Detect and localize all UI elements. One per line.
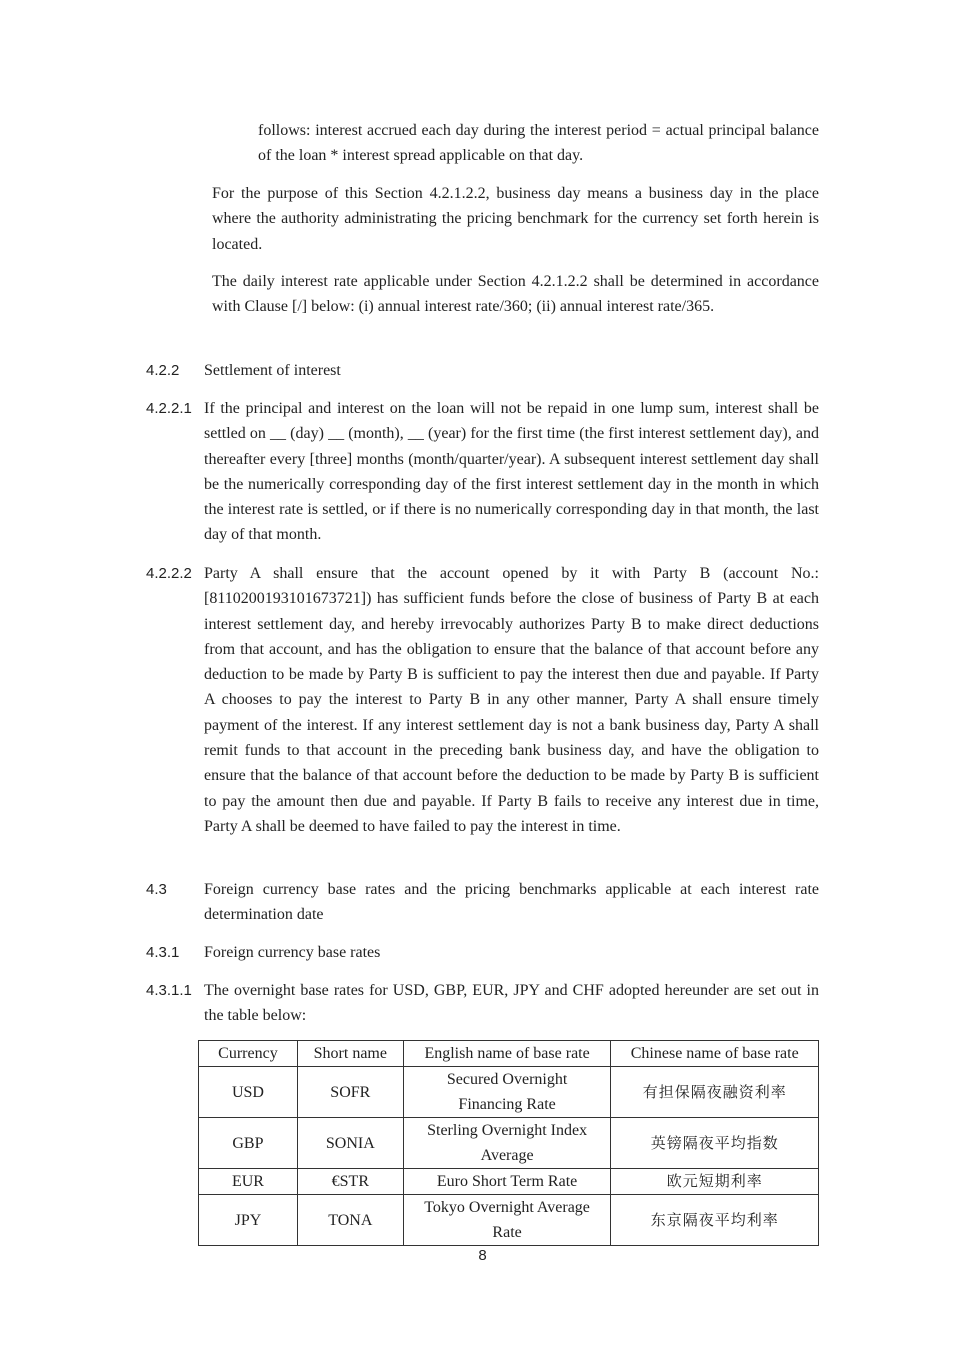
table-row (199, 1195, 819, 1246)
table-row (199, 1169, 819, 1195)
table-cell-english-name: Sterling Overnight Index Average (403, 1118, 611, 1169)
section-text-4-3-1-1: The overnight base rates for USD, GBP, EUR, JPY and CHF adopted hereunder are set out in the table below: (204, 982, 819, 1025)
section-number-4-3-1-1: 4.3.1.1 (146, 982, 192, 999)
table-cell-currency: EUR (199, 1169, 298, 1195)
base-rates-table (198, 1040, 819, 1246)
table-cell-english-name: Euro Short Term Rate (403, 1169, 611, 1195)
section-heading-4-3: Foreign currency base rates and the pricing benchmarks applicable at each interest rate determination date (204, 881, 819, 924)
table-header-cell: Chinese name of base rate (611, 1041, 819, 1067)
table-cell-english-name: Secured Overnight Financing Rate (403, 1067, 611, 1118)
table-cell-currency: USD (199, 1067, 298, 1118)
table-cell-currency: JPY (199, 1195, 298, 1246)
page-number: 8 (478, 1247, 487, 1264)
table-header-row (199, 1041, 819, 1067)
table-row (199, 1067, 819, 1118)
table-cell-chinese-name: 东京隔夜平均利率 (611, 1195, 819, 1246)
section-number-4-3-1: 4.3.1 (146, 944, 180, 961)
paragraph-business-day: For the purpose of this Section 4.2.1.2.2, business day means a business day in the place where the authority administrating the pricing benchmark for the currency set forth herein is located. (212, 185, 819, 253)
table-header-cell: English name of base rate (403, 1041, 611, 1067)
table-cell-chinese-name: 欧元短期利率 (611, 1169, 819, 1195)
table-cell-english-name: Tokyo Overnight Average Rate (403, 1195, 611, 1246)
section-number-4-2-2-2: 4.2.2.2 (146, 565, 192, 582)
section-text-4-2-2-2: Party A shall ensure that the account opened by it with Party B (account No.: [8110200193101673721]) has sufficient funds before the close of business of Party B at each interest settlement day, and hereby irrevocably authorizes Party B to make direct deductions from that account, and has the obligation to ensure that the balance of that account before any deduction to be made by Party B is sufficient to pay the interest then due and payable. If Party A chooses to pay the interest to Party B in any other manner, Party A shall ensure timely payment of the interest. If any interest settlement day is not a bank business day, Party A shall remit funds to that account in the preceding bank business day, and have the obligation to ensure that the balance of that account before the deduction to be made by Party B is sufficient to pay the amount then due and payable. If Party B fails to receive any interest due in time, Party A shall be deemed to have failed to pay the interest in time. (204, 565, 819, 835)
section-number-4-2-2: 4.2.2 (146, 362, 180, 379)
table-row (199, 1118, 819, 1169)
section-number-4-3: 4.3 (146, 881, 167, 898)
paragraph-daily-interest-rate: The daily interest rate applicable under Section 4.2.1.2.2 shall be determined in accordance with Clause [/] below: (i) annual interest rate/360; (ii) annual interest rate/365. (212, 273, 819, 316)
table-cell-short-name: €STR (297, 1169, 403, 1195)
table-header-cell: Currency (199, 1041, 298, 1067)
section-number-4-2-2-1: 4.2.2.1 (146, 400, 192, 417)
table-cell-chinese-name: 有担保隔夜融资利率 (611, 1067, 819, 1118)
table-cell-short-name: SOFR (297, 1067, 403, 1118)
section-heading-4-3-1: Foreign currency base rates (204, 944, 381, 961)
table-cell-short-name: SONIA (297, 1118, 403, 1169)
table-header-cell: Short name (297, 1041, 403, 1067)
table-cell-chinese-name: 英镑隔夜平均指数 (611, 1118, 819, 1169)
section-heading-settlement: Settlement of interest (204, 362, 341, 379)
section-text-4-2-2-1: If the principal and interest on the loan will not be repaid in one lump sum, interest shall be settled on __ (day) __ (month), __ (year) for the first time (the first interest settlement day), and thereafter every [three] months (month/quarter/year). A subsequent interest settlement day shall be the numerically corresponding day of the first interest settlement day in the month in which the interest rate is settled, or if there is no numerically corresponding day in that month, the last day of that month. (204, 400, 819, 544)
table-cell-short-name: TONA (297, 1195, 403, 1246)
table-cell-currency: GBP (199, 1118, 298, 1169)
paragraph-interest-accrued: follows: interest accrued each day during the interest period = actual principal balance of the loan * interest spread applicable on that day. (258, 122, 819, 165)
